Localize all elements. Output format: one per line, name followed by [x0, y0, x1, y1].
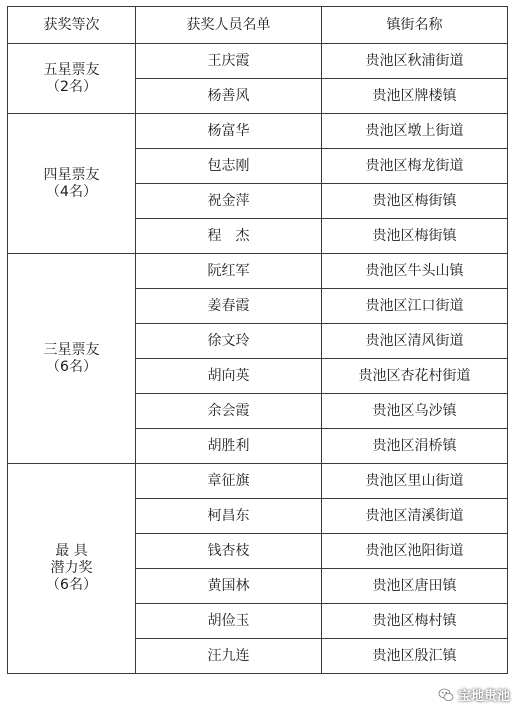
winner-name: 徐文玲 [136, 324, 322, 359]
winner-name: 祝金萍 [136, 184, 322, 219]
tier-cell [8, 464, 136, 674]
winner-name: 王庆霞 [136, 44, 322, 79]
town-name: 贵池区梅村镇 [322, 604, 508, 639]
tier-label: （4名） [46, 183, 97, 200]
town-name: 贵池区唐田镇 [322, 569, 508, 604]
tier-label: 五星票友 [43, 61, 100, 78]
winner-name: 胡胜利 [136, 429, 322, 464]
town-name: 贵池区里山街道 [322, 464, 508, 499]
tier-cell [8, 254, 136, 464]
table-row [8, 254, 508, 289]
tier-label: 四星票友 [43, 166, 100, 183]
winner-name: 钱杏枝 [136, 534, 322, 569]
winner-name: 杨富华 [136, 114, 322, 149]
town-name: 贵池区乌沙镇 [322, 394, 508, 429]
winner-name: 黄国林 [136, 569, 322, 604]
winner-name: 阮红军 [136, 254, 322, 289]
tier-label: 最 具 [55, 543, 88, 559]
tier-label: （2名） [46, 78, 97, 95]
tier-cell [8, 114, 136, 254]
winner-name: 汪九连 [136, 639, 322, 674]
town-name: 贵池区牛头山镇 [322, 254, 508, 289]
tier-cell [8, 44, 136, 114]
town-name: 贵池区牌楼镇 [322, 79, 508, 114]
winner-name: 胡俭玉 [136, 604, 322, 639]
town-name: 贵池区杏花村街道 [322, 359, 508, 394]
winner-name: 杨善风 [136, 79, 322, 114]
header-town: 镇街名称 [322, 7, 508, 44]
town-name: 贵池区梅街镇 [322, 184, 508, 219]
town-name: 贵池区清溪街道 [322, 499, 508, 534]
town-name: 贵池区池阳街道 [322, 534, 508, 569]
tier-label: 三星票友 [43, 341, 100, 358]
town-name: 贵池区清风街道 [322, 324, 508, 359]
tier-label: （6名） [46, 577, 97, 593]
header-name: 获奖人员名单 [136, 7, 322, 44]
header-row [8, 7, 508, 44]
table-row [8, 464, 508, 499]
header-tier: 获奖等次 [8, 7, 136, 44]
town-name: 贵池区梅龙街道 [322, 149, 508, 184]
winner-name: 包志刚 [136, 149, 322, 184]
winner-name: 章征旗 [136, 464, 322, 499]
town-name: 贵池区墩上街道 [322, 114, 508, 149]
town-name: 贵池区梅街镇 [322, 219, 508, 254]
town-name: 贵池区殷汇镇 [322, 639, 508, 674]
tier-label: （6名） [46, 358, 97, 375]
winner-name: 余会霞 [136, 394, 322, 429]
wechat-icon [438, 687, 454, 703]
winner-name: 程 杰 [136, 219, 322, 254]
table-row [8, 114, 508, 149]
watermark [438, 685, 510, 704]
winner-name: 姜春霞 [136, 289, 322, 324]
town-name: 贵池区江口街道 [322, 289, 508, 324]
town-name: 贵池区秋浦街道 [322, 44, 508, 79]
tier-label: 潜力奖 [50, 560, 93, 576]
watermark-text: 宝地贵池 [457, 689, 510, 704]
town-name: 贵池区涓桥镇 [322, 429, 508, 464]
table-row [8, 44, 508, 79]
winner-name: 胡向英 [136, 359, 322, 394]
winner-name: 柯昌东 [136, 499, 322, 534]
award-table [7, 6, 508, 674]
